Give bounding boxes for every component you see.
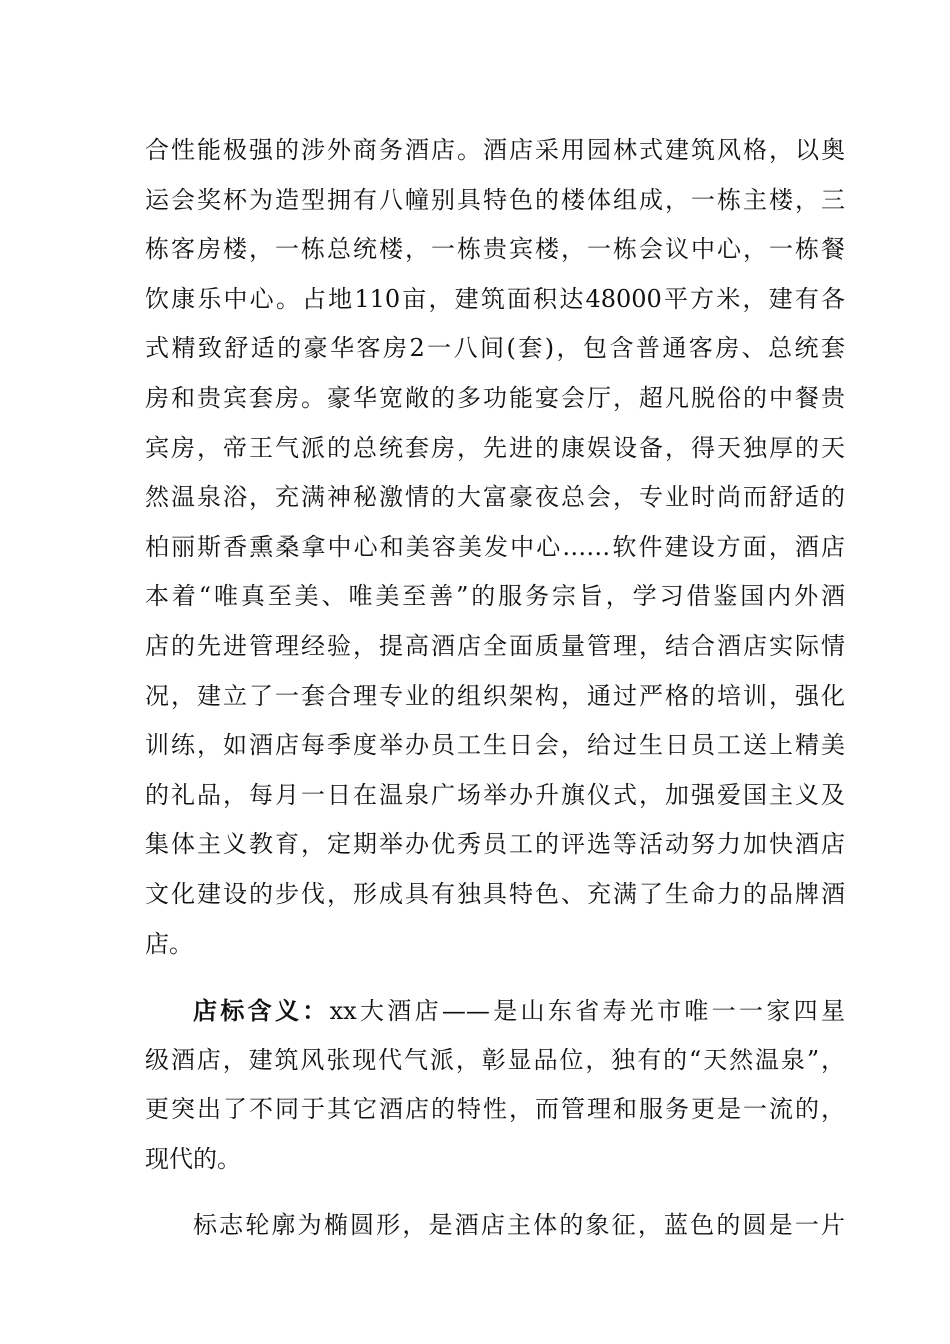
paragraph-hotel-description	[145, 126, 845, 969]
text-line: 级酒店，建筑风张现代气派，彰显品位，独有的“天然温泉”，	[145, 1045, 845, 1074]
paragraph-logo-meaning	[145, 986, 845, 1184]
text-line: 运会奖杯为造型拥有八幢别具特色的楼体组成，一栋主楼，三	[145, 185, 845, 214]
text-line: 本着“唯真至美、唯美至善”的服务宗旨，学习借鉴国内外酒	[145, 582, 845, 611]
text-line: 集体主义教育，定期举办优秀员工的评选等活动努力加快酒店	[145, 830, 845, 859]
text-line: 宾房，帝王气派的总统套房，先进的康娱设备，得天独厚的天	[145, 433, 845, 462]
text-line: 店的先进管理经验，提高酒店全面质量管理，结合酒店实际情	[145, 631, 845, 660]
paragraph-gap	[145, 1184, 845, 1201]
text-line: 况，建立了一套合理专业的组织架构，通过严格的培训，强化	[145, 681, 845, 710]
text-line: 栋客房楼，一栋总统楼，一栋贵宾楼，一栋会议中心，一栋餐	[145, 235, 845, 264]
text-line: 式精致舒适的豪华客房2一八间(套)，包含普通客房、总统套	[145, 334, 845, 363]
text-line: 然温泉浴，充满神秘激情的大富豪夜总会，专业时尚而舒适的	[145, 483, 845, 512]
text-line: 文化建设的步伐，形成具有独具特色、充满了生命力的品牌酒	[145, 879, 845, 908]
text-segment: xx大酒店——是山东省寿光市唯一一家四星	[329, 997, 845, 1026]
text-line: 的礼品，每月一日在温泉广场举办升旗仪式，加强爱国主义及	[145, 780, 845, 809]
text-line: 标志轮廓为椭圆形，是酒店主体的象征，蓝色的圆是一片	[193, 1211, 845, 1240]
paragraph-logo-outline	[145, 1201, 845, 1251]
text-line: 房和贵宾套房。豪华宽敞的多功能宴会厅，超凡脱俗的中餐贵	[145, 383, 845, 412]
logo-meaning-heading: 店标含义：	[193, 996, 330, 1026]
text-line: 训练，如酒店每季度举办员工生日会，给过生日员工送上精美	[145, 731, 845, 760]
text-line: 饮康乐中心。占地110亩，建筑面积达48000平方米，建有各	[145, 284, 845, 313]
text-line: 现代的。	[145, 1144, 241, 1173]
text-line: 店。	[145, 929, 193, 958]
text-line: 合性能极强的涉外商务酒店。酒店采用园林式建筑风格，以奥	[145, 136, 845, 164]
paragraph-gap	[145, 969, 845, 986]
text-line-with-heading	[145, 986, 845, 1036]
text-line: 更突出了不同于其它酒店的特性，而管理和服务更是一流的，	[145, 1095, 845, 1124]
document-body	[145, 126, 845, 1251]
text-line: 柏丽斯香熏桑拿中心和美容美发中心……软件建设方面，酒店	[145, 532, 845, 561]
